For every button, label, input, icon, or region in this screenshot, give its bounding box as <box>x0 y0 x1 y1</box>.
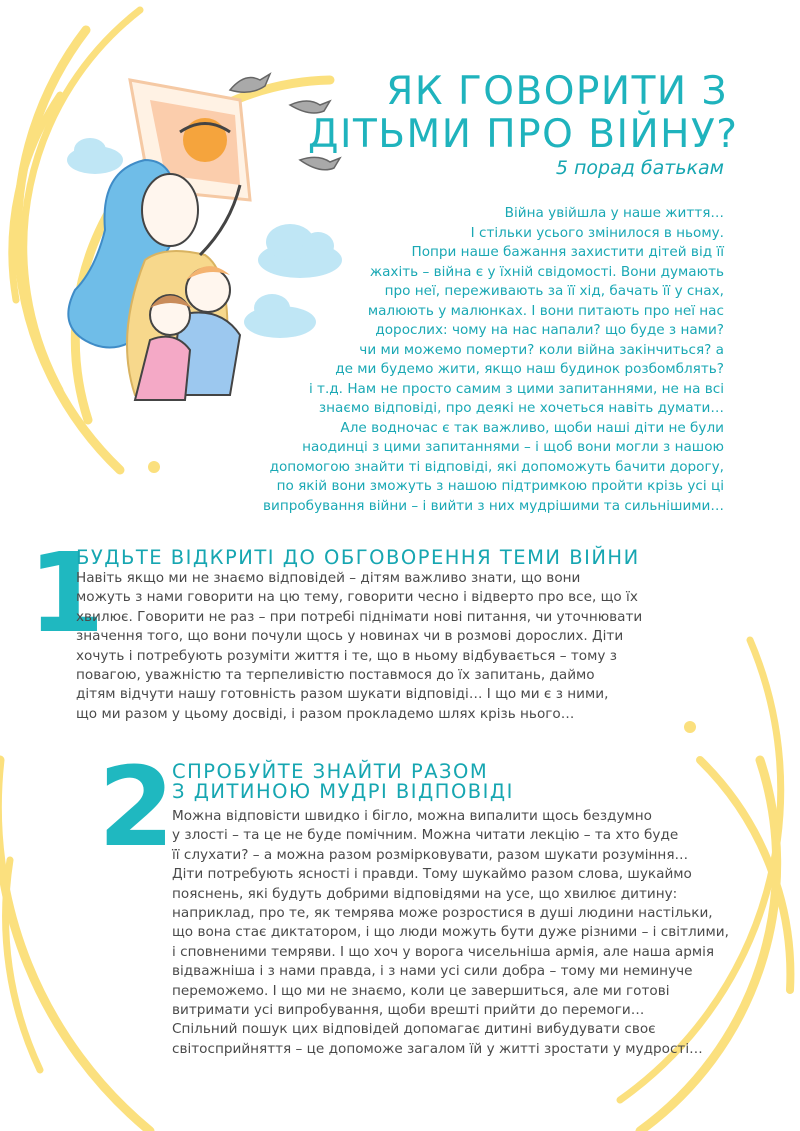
intro-line: по якій вони зможуть з нашою підтримкою пройти крізь усі ці <box>276 478 724 494</box>
tip-heading-line: З ДИТИНОЮ МУДРІ ВІДПОВІДІ <box>172 780 514 803</box>
intro-line: І стільки усього змінилося в ньому. <box>470 224 724 241</box>
tip-body-line: дітям відчути нашу готовність разом шукати відповіді… І що ми є з ними, <box>76 686 609 703</box>
title-line: ЯК ГОВОРИТИ З <box>386 69 728 114</box>
tip-body-line: що ми разом у цьому досвіді, і разом прокладемо шлях крізь нього… <box>76 705 575 722</box>
tip-body-line: можуть з нами говорити на цю тему, говорити чесно і відверто про все, що їх <box>76 589 638 606</box>
tip-number: 1 <box>28 529 105 657</box>
intro-line: наодинці з цими запитаннями – і щоб вони могли з нашою <box>302 439 724 455</box>
intro-line: де ми будемо жити, якщо наш будинок розбомблять? <box>335 361 724 377</box>
tip-heading <box>172 762 514 802</box>
title-line: ДІТЬМИ ПРО ВІЙНУ? <box>308 112 739 157</box>
page-subtitle: 5 порад батькам <box>555 157 724 179</box>
intro-line: Але водночас є так важливо, щоби наші діти не були <box>340 419 724 436</box>
tip-body-line: повагою, уважністю та терпеливістю поставмося до їх запитань, даймо <box>76 667 595 684</box>
tip-body-line: у злості – та це не буде помічним. Можна читати лекцію – та хто буде <box>172 827 679 844</box>
intro-line: випробування війни – і вийти з них мудрішими та сильнішими… <box>263 497 724 514</box>
tip-body-line: витримати усі випробування, щоби врешті прийти до перемоги… <box>172 1002 645 1019</box>
tip-body <box>172 807 729 1059</box>
tip-body-line: переможемо. І що ми не знаємо, коли це завершиться, але ми готові <box>172 982 670 999</box>
intro-line: дорослих: чому на нас напали? що буде з нами? <box>375 322 724 338</box>
tip-body-line: хвилює. Говорити не раз – при потребі піднімати нові питання, чи уточнювати <box>76 608 643 625</box>
intro-line: Війна увійшла у наше життя… <box>504 205 724 221</box>
tip-body-line: Можна відповісти швидко і бігло, можна випалити щось бездумно <box>172 808 652 824</box>
intro-line: малюють у малюнках. І вони питають про неї нас <box>367 302 724 319</box>
tip-body-line: Спільний пошук цих відповідей допомагає дитині вибудувати своє <box>172 1021 656 1038</box>
tip-heading <box>76 548 640 568</box>
tip-body-line: її слухати? – а можна разом розмірковувати, разом шукати розуміння… <box>172 846 689 863</box>
tip-body-line: що вона стає диктатором, і що люди можуть бути дуже різними – і світлими, <box>172 924 729 941</box>
tip-body-line: значення того, що вони почули щось у новинах чи в розмові дорослих. Діти <box>76 628 624 645</box>
tip-body <box>76 569 642 724</box>
tip-body-line: Навіть якщо ми не знаємо відповідей – дітям важливо знати, що вони <box>76 570 581 586</box>
tip-heading-line: СПРОБУЙТЕ ЗНАЙТИ РАЗОМ <box>172 760 489 783</box>
tip-body-line: пояснень, які будуть добрими відповідями на усе, що хвилює дитину: <box>172 885 678 902</box>
tip-body-line: відважніша і з нами правда, і з нами усі сили добра – тому ми неминуче <box>172 963 693 980</box>
page-title <box>308 69 739 157</box>
tip-body-line: Діти потребують ясності і правди. Тому шукаймо разом слова, шукаймо <box>172 866 692 883</box>
intro-line: чи ми можемо померти? коли війна закінчиться? а <box>359 341 724 358</box>
tip-heading-line: БУДЬТЕ ВІДКРИТІ ДО ОБГОВОРЕННЯ ТЕМИ ВІЙНИ <box>76 546 640 569</box>
intro-line: Попри наше бажання захистити дітей від її <box>411 244 724 260</box>
intro-line: допомогою знайти ті відповіді, які допоможуть бачити дорогу, <box>269 458 724 475</box>
intro-paragraph <box>164 204 724 516</box>
intro-line: і т.д. Нам не просто самим з цими запитаннями, не на всі <box>308 380 724 397</box>
intro-line: знаємо відповіді, про деякі не хочеться навіть думати… <box>318 400 724 416</box>
tip-body-line: хочуть і потребують розуміти життя і те, що в ньому відбувається – тому з <box>76 647 617 664</box>
intro-line: про неї, переживають за її хід, бачать її у снах, <box>384 283 724 299</box>
intro-line: жахіть – війна є у їхній свідомості. Вони думають <box>369 263 724 280</box>
tip-number: 2 <box>98 743 175 871</box>
tip-body-line: наприклад, про те, як темрява може розростися в душі людини настільки, <box>172 905 713 922</box>
tip-body-line: світосприйняття – це допоможе загалом їй у житті зростати у мудрості… <box>172 1040 703 1057</box>
tip-body-line: і сповненими темряви. І що хоч у ворога чисельніша армія, але наша армія <box>172 943 715 960</box>
